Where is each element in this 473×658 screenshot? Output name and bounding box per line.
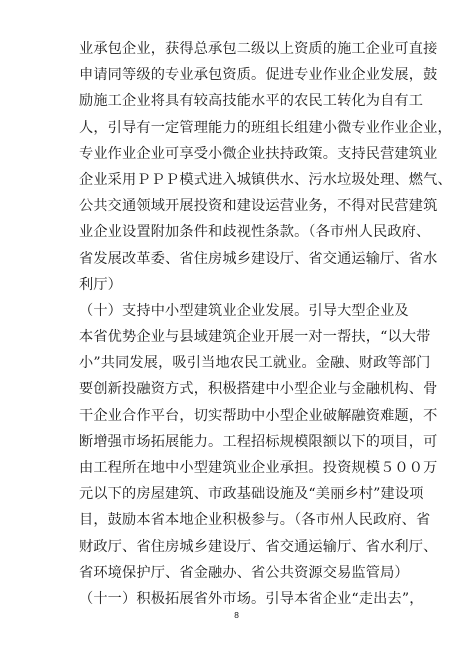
section-heading-line: （十一）积极拓展省外市场。引导本省企业“走出去”，	[79, 590, 424, 607]
text-line: 小”共同发展，吸引当地农民工就业。金融、财政等部门	[79, 355, 431, 372]
text-line: 利厅）	[79, 276, 123, 293]
section-heading-line: （十）支持中小型建筑业企业发展。引导大型企业及	[79, 302, 409, 319]
text-line: 省发展改革委、省住房城乡建设厅、省交通运输厅、省水	[79, 250, 438, 267]
text-line: 业承包企业，获得总承包二级以上资质的施工企业可直接	[79, 41, 438, 57]
text-line: 干企业合作平台，切实帮助中小型企业破解融资难题，不	[79, 407, 438, 424]
text-line: 申请同等级的专业承包资质。促进专业作业企业发展，鼓	[79, 67, 438, 84]
text-line: 元以下的房屋建筑、市政基础设施及“美丽乡村”建设项	[79, 486, 424, 503]
page-number: 8	[233, 611, 240, 620]
text-line: 要创新投融资方式，积极搭建中小型企业与金融机构、骨	[79, 381, 438, 398]
text-line: 企业采用ＰＰＰ模式进入城镇供水、污水垃圾处理、燃气、	[79, 171, 452, 188]
text-line: 专业作业企业可享受小微企业扶持政策。支持民营建筑业	[79, 145, 438, 162]
text-line: 由工程所在地中小型建筑业企业承担。投资规模５００万	[79, 460, 438, 476]
text-line: 断增强市场拓展能力。工程招标规模限额以下的项目，可	[79, 433, 438, 450]
text-line: 业企业设置附加条件和歧视性条款。（各市州人民政府、	[79, 224, 431, 241]
text-line: 本省优势企业与县域建筑企业开展一对一帮扶，“以大带	[79, 329, 431, 346]
text-line: 目，鼓励本省本地企业积极参与。（各市州人民政府、省	[79, 512, 431, 529]
text-line: 人，引导有一定管理能力的班组长组建小微专业作业企业，	[79, 119, 452, 136]
body-text	[79, 36, 452, 612]
text-line: 公共交通领域开展投资和建设运营业务，不得对民营建筑	[79, 198, 438, 215]
text-line: 励施工企业将具有较高技能水平的农民工转化为自有工	[79, 93, 424, 110]
text-line: 财政厅、省住房城乡建设厅、省交通运输厅、省水利厅、	[79, 538, 438, 555]
text-line: 省环境保护厅、省金融办、省公共资源交易监管局）	[79, 564, 409, 581]
